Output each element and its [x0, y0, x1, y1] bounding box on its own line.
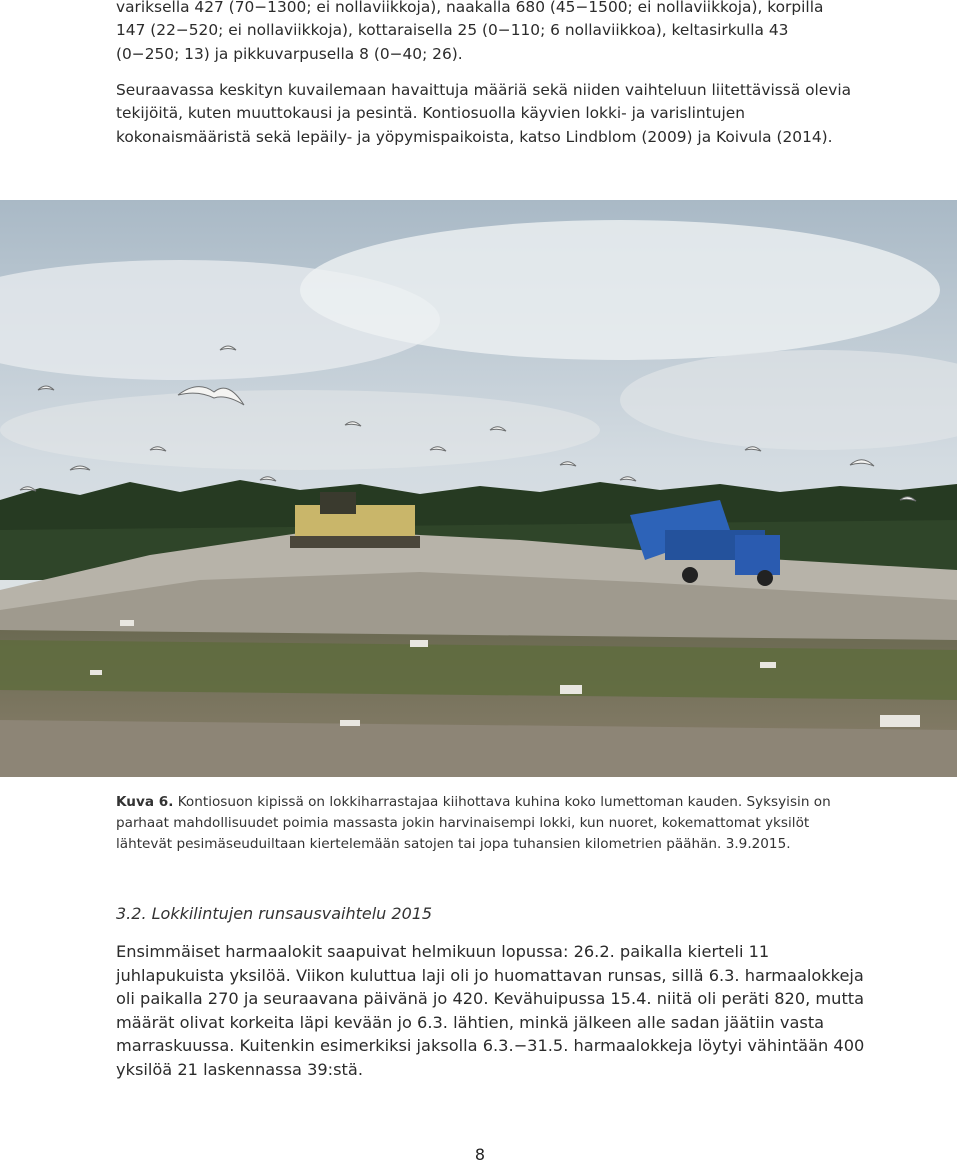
paragraph-second: Seuraavassa keskityn kuvailemaan havaittuja määriä sekä niiden vaihteluun liitettävissä olevia tekijöitä, kuten muuttokausi ja pesintä. Kontiosuolla käyvien lokki- ja varislintujen kokonaismääristä sekä lepäily- ja yöpymispaikoista, katso Lindblom (2009) ja Koivula (2014).	[116, 81, 852, 146]
figure-caption	[116, 792, 856, 856]
section-heading: 3.2. Lokkilintujen runsausvaihtelu 2015	[116, 904, 433, 923]
landfill-photo	[0, 200, 957, 777]
figure-caption-text: Kontiosuon kipissä on lokkiharrastajaa kiihottava kuhina koko lumettoman kauden. Syksyisin on parhaat mahdollisuudet poimia massasta jokin harvinaisempi lokki, kun nuoret, kokemattomat yksilöt lähtevät pesimäseuduiltaan kiertelemään satojen tai jopa tuhansien kilometrien päähän. 3.9.2015.	[116, 794, 831, 853]
paragraph-top: variksella 427 (70−1300; ei nollaviikkoja), naakalla 680 (45−1500; ei nollaviikkoja), korpilla 147 (22−520; ei nollaviikkoja), kottaraisella 25 (0−110; 6 nollaviikkoa), keltasirkulla 43 (0−250; 13) ja pikkuvarpusella 8 (0−40; 26).	[116, 0, 824, 63]
section-body: Ensimmäiset harmaalokit saapuivat helmikuun lopussa: 26.2. paikalla kierteli 11 juhlapukuista yksilöä. Viikon kuluttua laji oli jo huomattavan runsas, sillä 6.3. harmaalokkeja oli paikalla 270 ja seuraavana päivänä jo 420. Kevähuipussa 15.4. niitä oli peräti 820, mutta määrät olivat korkeita läpi kevään jo 6.3. lähtien, minkä jälkeen alle sadan jäätiin vasta marraskuussa. Kuitenkin esimerkiksi jaksolla 6.3.−31.5. harmaalokkeja löytyi vähintään 400 yksilöä 21 laskennassa 39:stä.	[116, 942, 865, 1079]
page-number: 8	[474, 1145, 486, 1164]
figure-label: Kuva 6.	[116, 794, 174, 810]
